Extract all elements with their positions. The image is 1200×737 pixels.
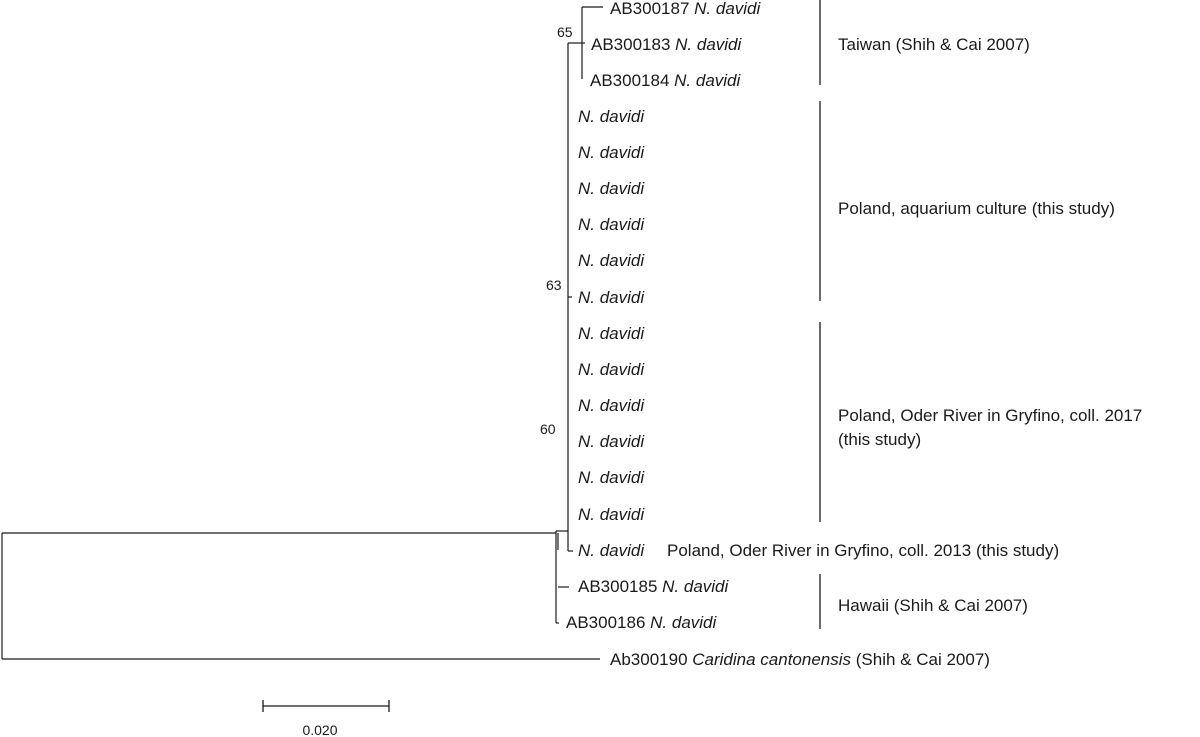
leaf-origin-note: Poland, Oder River in Gryfino, coll. 2013 (this study) [667,541,1060,560]
accession: AB300186 [566,613,646,632]
leaf-label [591,35,743,54]
leaf-label [610,0,762,18]
scale-bar-label: 0.020 [302,722,338,737]
leaf-label [566,613,718,632]
group-label-oder-2017-line2: (this study) [838,430,922,449]
bootstrap-63: 63 [546,277,562,293]
leaf-label: N. davidi [578,215,645,234]
bootstrap-65: 65 [557,24,573,40]
accession: AB300185 [578,577,658,596]
accession: Ab300190 [610,650,688,669]
leaf-label [590,71,742,90]
leaf-label: N. davidi [578,396,645,415]
group-label-oder-2017: Poland, Oder River in Gryfino, coll. 2017 [838,406,1143,425]
accession: AB300183 [591,35,671,54]
group-label-taiwan: Taiwan (Shih & Cai 2007) [838,35,1030,54]
group-annotations [820,0,1142,629]
leaf-label [578,541,645,560]
leaf-label: N. davidi [578,179,645,198]
bootstrap-60: 60 [540,421,556,437]
citation: (Shih & Cai 2007) [855,650,990,669]
species-name: N. davidi [650,613,717,632]
group-label-hawaii: Hawaii (Shih & Cai 2007) [838,596,1028,615]
scale-bar [263,700,389,737]
leaf-label: N. davidi [578,324,645,343]
leaf-label: N. davidi [578,505,645,524]
leaf-label: N. davidi [578,107,645,126]
species-name: N. davidi [578,541,645,560]
species-name: N. davidi [675,35,742,54]
leaf-labels [566,0,1059,669]
accession: AB300187 [610,0,690,18]
species-name: N. davidi [662,577,729,596]
species-name: Caridina cantonensis [692,650,852,669]
leaf-label: N. davidi [578,432,645,451]
leaf-label-outgroup [610,650,990,669]
leaf-label: N. davidi [578,360,645,379]
leaf-label: N. davidi [578,288,645,307]
group-label-aquarium: Poland, aquarium culture (this study) [838,199,1115,218]
leaf-label: N. davidi [578,468,645,487]
tree-branches [2,7,603,659]
species-name: N. davidi [674,71,741,90]
leaf-label: N. davidi [578,143,645,162]
accession: AB300184 [590,71,670,90]
leaf-label [578,577,730,596]
species-name: N. davidi [694,0,761,18]
leaf-label: N. davidi [578,251,645,270]
